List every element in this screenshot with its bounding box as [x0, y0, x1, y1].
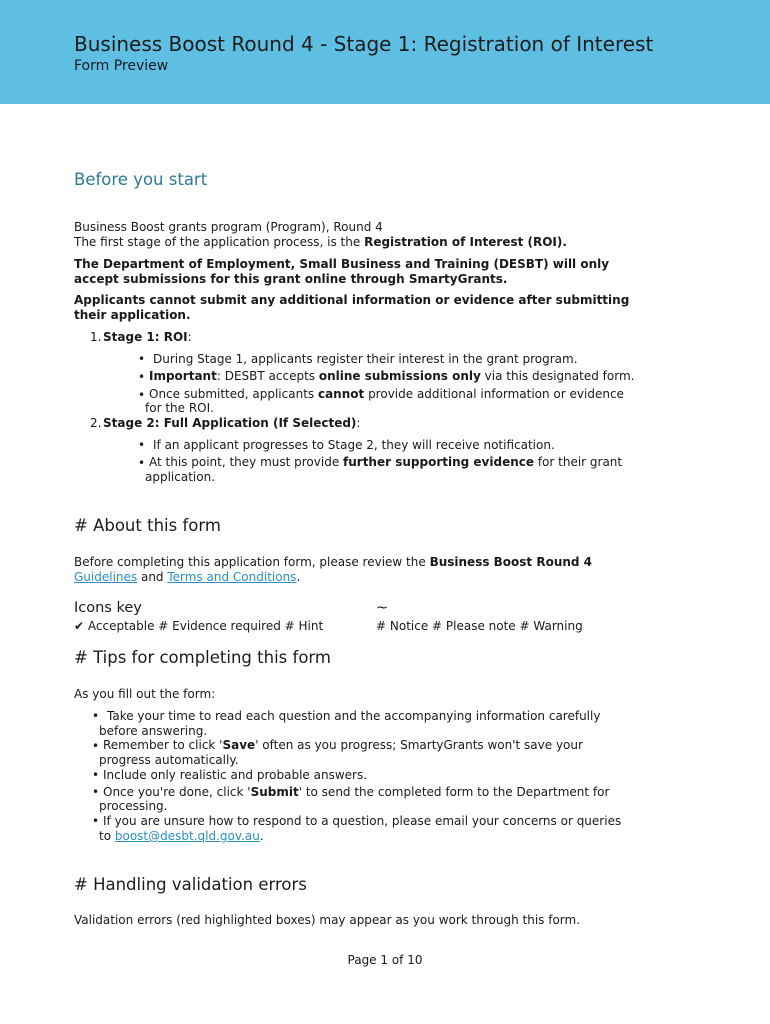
bullet-icon: •: [92, 739, 100, 753]
tip2-line2: progress automatically.: [99, 753, 239, 767]
form-subtitle: Form Preview: [74, 58, 169, 74]
tip5-line2: to boost@desbt.qld.gov.au.: [99, 829, 264, 843]
bullet-icon: •: [138, 456, 146, 470]
icons-key-right: # Notice # Please note # Warning: [376, 619, 583, 633]
tip2-line1: Remember to click 'Save' often as you progress; SmartyGrants won't save your: [103, 738, 583, 752]
page-number: Page 1 of 10: [347, 953, 423, 967]
bullet-icon: •: [92, 768, 100, 782]
stage1-label: Stage 1: ROI:: [103, 330, 192, 344]
bullet-icon: •: [138, 438, 146, 452]
tip3: Include only realistic and probable answers.: [103, 768, 368, 782]
stage2-label: Stage 2: Full Application (If Selected):: [103, 416, 361, 430]
applicant-notice-line2: their application.: [74, 308, 191, 322]
about-links-line: Guidelines and Terms and Conditions.: [74, 570, 301, 584]
tip1-line2: before answering.: [99, 724, 208, 738]
tip4-line1: Once you're done, click 'Submit' to send the completed form to the Department for: [103, 785, 610, 799]
stage2-bullet2: At this point, they must provide further supporting evidence for their grant: [149, 455, 623, 469]
dept-notice-line1: The Department of Employment, Small Business and Training (DESBT) will only: [74, 257, 610, 271]
bullet-icon: •: [92, 709, 100, 723]
tip4-line2: processing.: [99, 799, 168, 813]
stage1-number: 1.: [90, 330, 102, 344]
tips-heading: # Tips for completing this form: [74, 648, 331, 667]
bullet-icon: •: [92, 814, 100, 828]
program-line: Business Boost grants program (Program), Round 4: [74, 220, 383, 234]
page-header: [0, 0, 770, 104]
validation-text: Validation errors (red highlighted boxes) may appear as you work through this form.: [74, 913, 581, 927]
tips-intro: As you fill out the form:: [74, 687, 216, 701]
about-paragraph: Before completing this application form, please review the Business Boost Round 4: [74, 555, 593, 569]
about-heading: # About this form: [74, 516, 221, 535]
form-title: Business Boost Round 4 - Stage 1: Registration of Interest: [74, 32, 654, 56]
before-start-heading: Before you start: [74, 170, 208, 189]
stage1-bullet2: Important: DESBT accepts online submissions only via this designated form.: [149, 369, 635, 383]
tip1-line1: Take your time to read each question and the accompanying information carefully: [107, 709, 601, 723]
bullet-icon: •: [138, 388, 146, 402]
dept-notice-line2: accept submissions for this grant online through SmartyGrants.: [74, 272, 508, 286]
stage2-number: 2.: [90, 416, 102, 430]
bullet-icon: •: [138, 352, 146, 366]
bullet-icon: •: [138, 370, 146, 384]
tip5-line1: If you are unsure how to respond to a question, please email your concerns or queries: [103, 814, 622, 828]
bullet-icon: •: [92, 785, 100, 799]
stage1-bullet3: Once submitted, applicants cannot provide additional information or evidence: [149, 387, 624, 401]
stage1-bullet3-cont: for the ROI.: [145, 401, 214, 415]
validation-heading: # Handling validation errors: [74, 875, 307, 894]
icons-key-tilde: ~: [376, 600, 389, 616]
stage1-bullet1: During Stage 1, applicants register their interest in the grant program.: [153, 352, 578, 366]
applicant-notice-line1: Applicants cannot submit any additional information or evidence after submitting: [74, 293, 630, 307]
roi-line: The first stage of the application process, is the Registration of Interest (ROI).: [74, 235, 567, 249]
email-link[interactable]: boost@desbt.qld.gov.au: [114, 829, 260, 843]
stage2-bullet2-cont: application.: [145, 470, 216, 484]
terms-link[interactable]: Terms and Conditions: [167, 570, 297, 584]
icons-key-title: Icons key: [74, 600, 142, 616]
stage2-bullet1: If an applicant progresses to Stage 2, they will receive notification.: [153, 438, 555, 452]
icons-key-left: ✔ Acceptable # Evidence required # Hint: [74, 619, 324, 633]
guidelines-link[interactable]: Guidelines: [74, 570, 138, 584]
